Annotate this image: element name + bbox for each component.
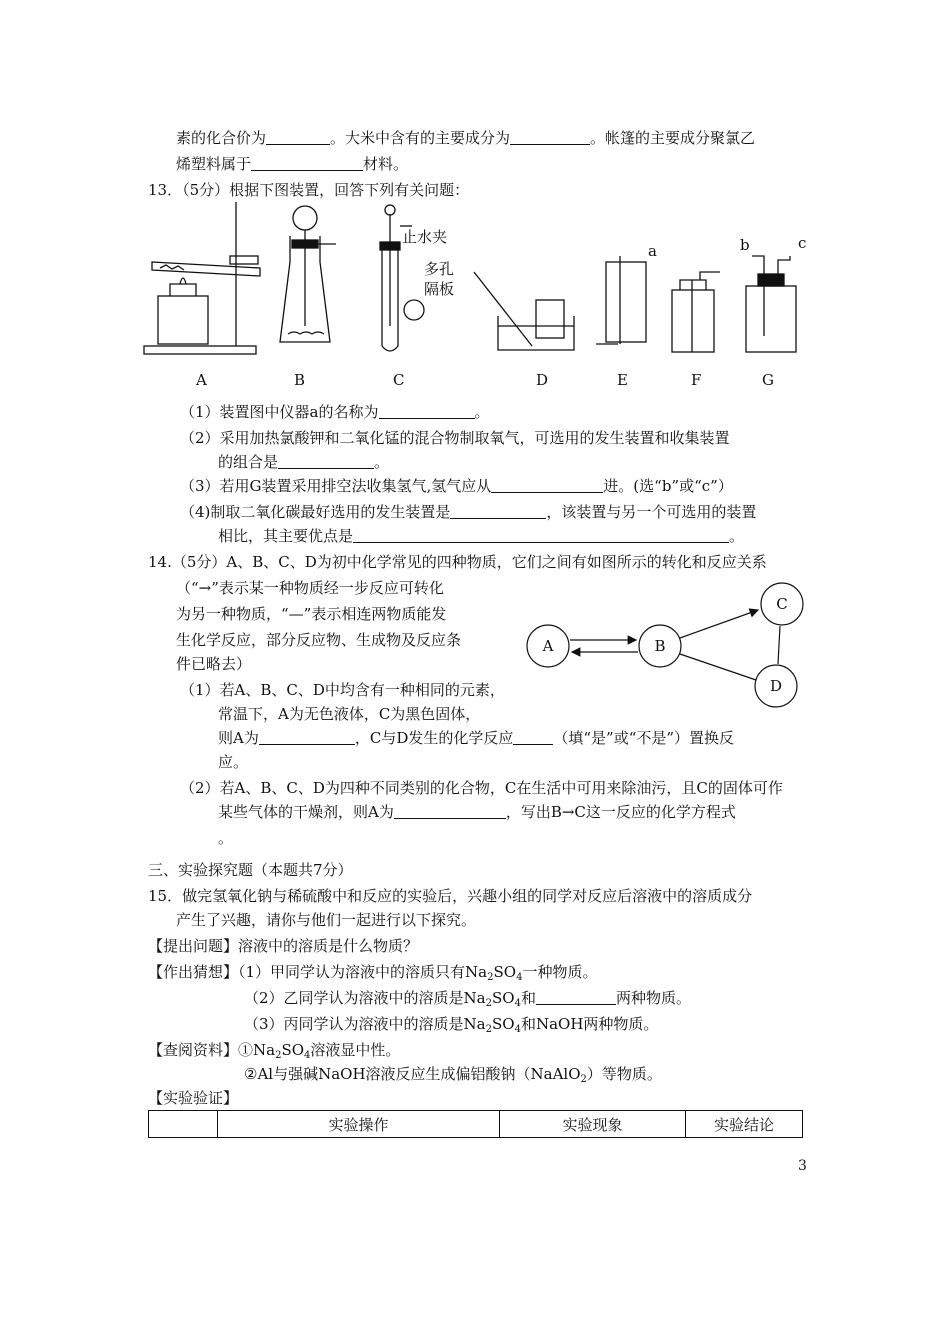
node-b-label: B <box>654 637 666 655</box>
experiment-table <box>148 1110 803 1138</box>
apparatus-label: E <box>617 371 628 389</box>
q13-p2-cont: 的组合是 。 <box>218 453 390 471</box>
apparatus-label: B <box>294 371 306 389</box>
q14-l1: 14.（5分）A、B、C、D为初中化学常见的四种物质，它们之间有如图所示的转化和反应关系 <box>148 553 767 571</box>
q15-l1: 15．做完氢氧化钠与稀硫酸中和反应的实验后，兴趣小组的同学对反应后溶液中的溶质成分 <box>148 887 753 905</box>
page-number: 3 <box>798 1158 807 1174</box>
blank[interactable] <box>450 502 546 519</box>
table-header: 实验结论 <box>686 1111 803 1138</box>
collection-bottle <box>536 300 564 338</box>
blank[interactable] <box>536 988 616 1005</box>
q13-p4-cont: 相比，其主要优点是 。 <box>218 527 745 545</box>
apparatus-diagram <box>140 196 820 392</box>
q12-line1: 素的化合价为 。大米中含有的主要成分为 。帐篷的主要成分聚氯乙 <box>176 129 756 147</box>
porous-label-2: 隔板 <box>424 280 455 298</box>
stand-base <box>144 346 256 354</box>
table-header: 实验操作 <box>218 1111 500 1138</box>
q14-s2b: 某些气体的干燥剂，则A为 ，写出B→C这一反应的化学方程式 <box>218 803 736 821</box>
blank[interactable] <box>510 128 590 145</box>
q14-s1a: （1）若A、B、C、D中均含有一种相同的元素， <box>180 681 505 699</box>
blank[interactable] <box>259 728 355 745</box>
node-a-label: A <box>542 637 554 655</box>
q15-l2: 产生了兴趣，请你与他们一起进行以下探究。 <box>176 911 477 929</box>
q14-l4: 生化学反应，部分反应物、生成物及反应条 <box>176 631 462 649</box>
q14-s2d: 。 <box>218 829 234 847</box>
q14-l3: 为另一种物质，“—”表示相连两物质能发 <box>176 605 447 623</box>
blank[interactable] <box>278 452 374 469</box>
q15-verify: 【实验验证】 <box>148 1089 239 1107</box>
q15-ask: 【提出问题】溶液中的溶质是什么物质？ <box>148 937 419 955</box>
blank[interactable] <box>266 128 330 145</box>
solid-powder <box>160 265 184 270</box>
stopcock-label: 止水夹 <box>402 228 448 246</box>
line-b-d <box>680 654 756 680</box>
q12-line2: 烯塑料属于 材料。 <box>176 155 409 173</box>
table-header <box>149 1111 218 1138</box>
port-c-label: c <box>798 234 807 252</box>
bottle-f <box>672 290 714 352</box>
q15-ref1: 【查阅资料】$①Na_2SO_4$溶液显中性。 <box>148 1041 401 1061</box>
port-b-label: b <box>740 236 750 254</box>
node-d-label: D <box>769 677 783 695</box>
section-3-title: 三、实验探究题（本题共7分） <box>148 861 353 879</box>
blank[interactable] <box>394 802 506 819</box>
apparatus-label: C <box>393 371 405 389</box>
blank[interactable] <box>251 154 363 171</box>
delivery-tube <box>474 272 532 346</box>
q14-s1c: 则A为 ，C与D发生的化学反应 （填“是”或“不是”）置换反 <box>218 729 735 747</box>
separatory-funnel <box>293 206 317 230</box>
arrow-b-to-c <box>680 610 758 638</box>
node-c-label: C <box>776 595 788 613</box>
q13-p4: （4)制取二氧化碳最好选用的发生装置是 ，该装置与另一个可选用的装置 <box>180 503 757 521</box>
blank[interactable] <box>379 402 475 419</box>
line-c-d <box>778 626 780 664</box>
clamp <box>230 256 258 264</box>
bottle-e <box>606 262 646 342</box>
table-header: 实验现象 <box>500 1111 686 1138</box>
q13-p2: （2）采用加热氯酸钾和二氧化锰的混合物制取氧气，可选用的发生装置和收集装置 <box>180 429 730 447</box>
q14-s1b: 常温下，A为无色液体，C为黑色固体， <box>218 705 481 723</box>
q14-s1f: 应。 <box>218 753 249 771</box>
blank[interactable] <box>353 526 729 543</box>
q13-header: 13．（5分）根据下图装置，回答下列有关问题： <box>148 181 470 199</box>
flame <box>180 278 186 284</box>
q15-guess1: 【作出猜想】（1）甲同学认为溶液中的溶质只有$Na_2SO_4$一种物质。 <box>148 963 598 983</box>
blank[interactable] <box>491 476 603 493</box>
q15-guess3: （3）丙同学认为溶液中的溶质是$Na_2SO_4$和NaOH两种物质。 <box>244 1015 659 1035</box>
apparatus-label: G <box>762 371 774 389</box>
q13-p3: （3）若用G装置采用排空法收集氢气,氢气应从 进。(选“b”或“c”） <box>180 477 733 495</box>
q14-s2a: （2）若A、B、C、D为四种不同类别的化合物，C在生活中可用来除油污，且C的固体可作 <box>180 779 783 797</box>
q15-guess2: （2）乙同学认为溶液中的溶质是$Na_2SO_4$和 两种物质。 <box>244 989 691 1009</box>
relation-diagram <box>520 578 810 708</box>
instrument-a-label: a <box>648 242 657 260</box>
apparatus-label: A <box>196 371 207 389</box>
q13-p1: （1）装置图中仪器a的名称为 。 <box>180 403 490 421</box>
q15-ref2: ②Al与强碱NaOH溶液反应生成偏铝酸钠（NaAlO$_2$）等物质。 <box>244 1065 662 1085</box>
q14-l2: （“→”表示某一种物质经一步反应可转化 <box>176 579 444 597</box>
alcohol-lamp <box>158 296 208 344</box>
table-row <box>149 1111 803 1138</box>
blank[interactable] <box>513 728 553 745</box>
bottle-g <box>746 286 796 352</box>
apparatus-label: D <box>536 371 549 389</box>
porous-plate <box>404 300 424 320</box>
apparatus-label: F <box>691 371 702 389</box>
porous-label-1: 多孔 <box>424 260 455 278</box>
q14-l5: 件已略去） <box>176 655 252 673</box>
